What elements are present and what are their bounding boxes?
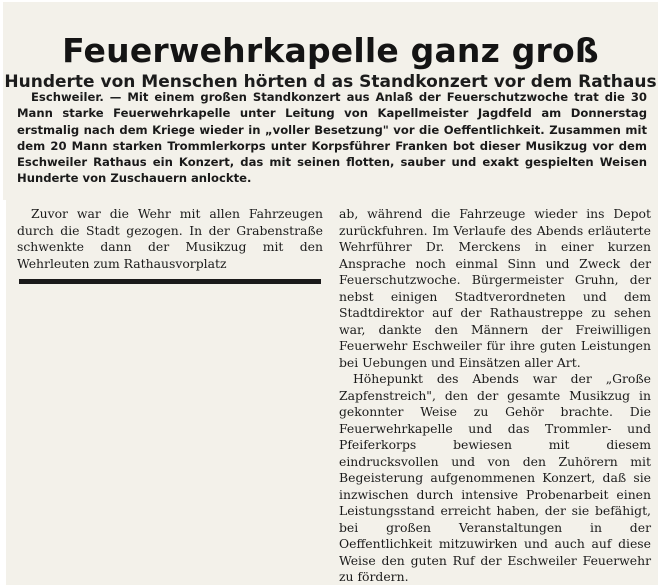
torn-edge <box>0 200 6 587</box>
column-divider-rule <box>19 279 321 284</box>
subheadline: Hunderte von Menschen hörten d as Standkonzert vor dem Rathaus <box>4 72 657 93</box>
right-column-paragraph-1: ab, während die Fahrzeuge wieder ins Depot zurückfuhren. Im Verlaufe des Abends erläuterte Wehrführer Dr. Merckens in einer kurzen Ansprache noch einmal Sinn und Zweck der Feuerschutzwoche. Bürgermeister Gruhn, der nebst einigen Stadtverordneten und dem Stadtdirektor auf der Rathaustreppe zu sehen war, dankte den Männern der Freiwilligen Feuerwehr Eschweiler für ihre guten Leistungen bei Uebungen und Einsätzen aller Art. <box>339 206 651 370</box>
left-column-text: Zuvor war die Wehr mit allen Fahrzeugen durch die Stadt gezogen. In der Grabenstraße schwenkte dann der Musikzug mit den Wehrleuten zum Rathausvorplatz <box>17 206 323 271</box>
newspaper-clipping <box>3 2 658 585</box>
lead-paragraph: Eschweiler. — Mit einem großen Standkonzert aus Anlaß der Feuerschutzwoche trat die 30 Mann starke Feuerwehrkapelle unter Leitung von Kapellmeister Jagdfeld am Donnerstag erstmalig nach dem Kriege wieder in „voller Besetzung" vor die Oeffentlichkeit. Zusammen mit dem 20 Mann starken Trommlerkorps unter Korpsführer Franken bot dieser Musikzug vor dem Eschweiler Rathaus ein Konzert, das mit seinen flotten, sauber und exakt gespielten Weisen Hunderte von Zuschauern anlockte. <box>17 90 647 186</box>
right-column <box>339 206 651 586</box>
right-column-paragraph-2: Höhepunkt des Abends war der „Große Zapfenstreich", den der gesamte Musikzug in gekonnter Weise zu Gehör brachte. Die Feuerwehrkapelle und das Trommler- und Pfeiferkorps bewiesen mit diesem eindrucksvollen und von den Zuhörern mit Begeisterung aufgenommenen Konzert, daß sie inzwischen durch intensive Probenarbeit einen Leistungsstand erreicht haben, der sie befähigt, bei großen Veranstaltungen in der Oeffentlichkeit mitzuwirken und auch auf diese Weise den guten Ruf der Eschweiler Feuerwehr zu fördern. <box>339 371 651 584</box>
headline: Feuerwehrkapelle ganz groß <box>62 31 599 71</box>
